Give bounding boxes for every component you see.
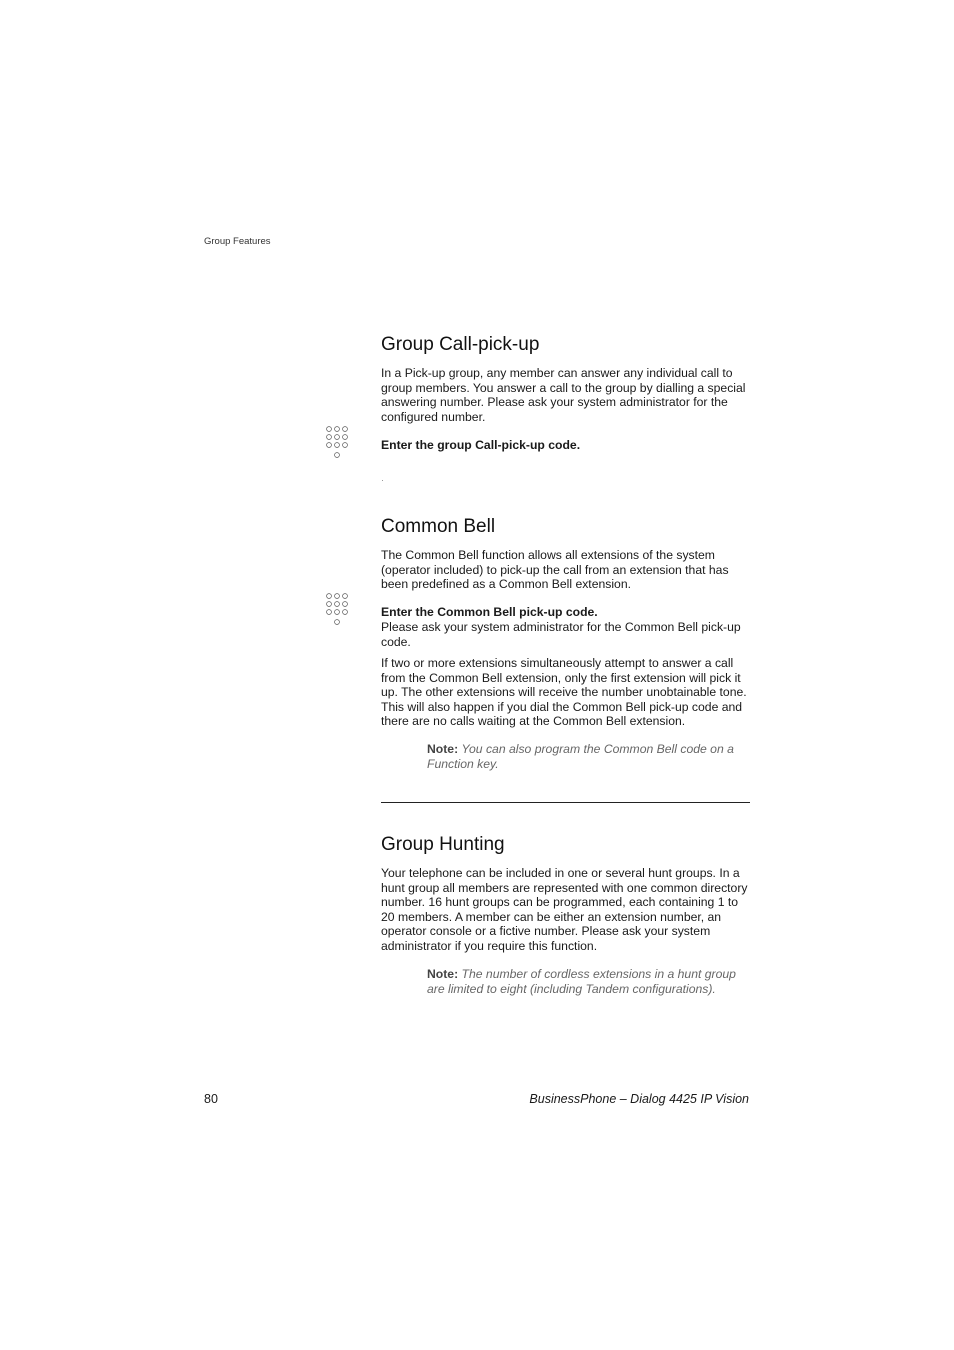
pickup-instruction: Enter the group Call-pick-up code. [381,438,581,452]
hunting-note [427,967,752,997]
hunting-description: Your telephone can be included in one or several hunt groups. In a hunt group all members are represented with one common directory number. 16 hunt groups can be programmed, each containing 1 to 20 members. A member can be either an extension number, an operator console or a fictive number. Please ask your system administrator if you require this function. [381,866,748,953]
note-text: You can also program the Common Bell code on a Function key. [427,742,734,771]
section-title-hunting: Group Hunting [381,834,505,855]
bell-conflict-description: If two or more extensions simultaneously attempt to answer a call from the Common Bell extension, only the first extension will pick it up. The other extensions will receive the number unobtainable tone. This will also happen if you dial the Common Bell pick-up code and there are no calls waiting at the Common Bell extension. [381,656,747,729]
running-header: Group Features [204,236,271,247]
section-divider [381,802,750,803]
note-label: Note: [427,967,459,981]
section-title-pickup: Group Call-pick-up [381,334,540,355]
pickup-description: In a Pick-up group, any member can answer any individual call to group members. You answer a call to the group by dialling a special answering number. Please ask your system administrator for the configured number. [381,366,746,424]
bell-note [427,742,752,772]
keypad-icon [326,426,350,460]
bell-instruction-detail: Please ask your system administrator for the Common Bell pick-up code. [381,620,741,649]
note-label: Note: [427,742,459,756]
note-text: The number of cordless extensions in a hunt group are limited to eight (including Tandem configurations). [427,967,736,996]
stray-mark [382,480,383,481]
section-title-bell: Common Bell [381,516,496,537]
keypad-icon [326,593,350,627]
footer-product-title: BusinessPhone – Dialog 4425 IP Vision [529,1092,749,1106]
bell-instruction: Enter the Common Bell pick-up code. [381,605,598,619]
page-number: 80 [204,1092,218,1106]
bell-description: The Common Bell function allows all extensions of the system (operator included) to pick-up the call from an extension that has been predefined as a Common Bell extension. [381,548,729,592]
